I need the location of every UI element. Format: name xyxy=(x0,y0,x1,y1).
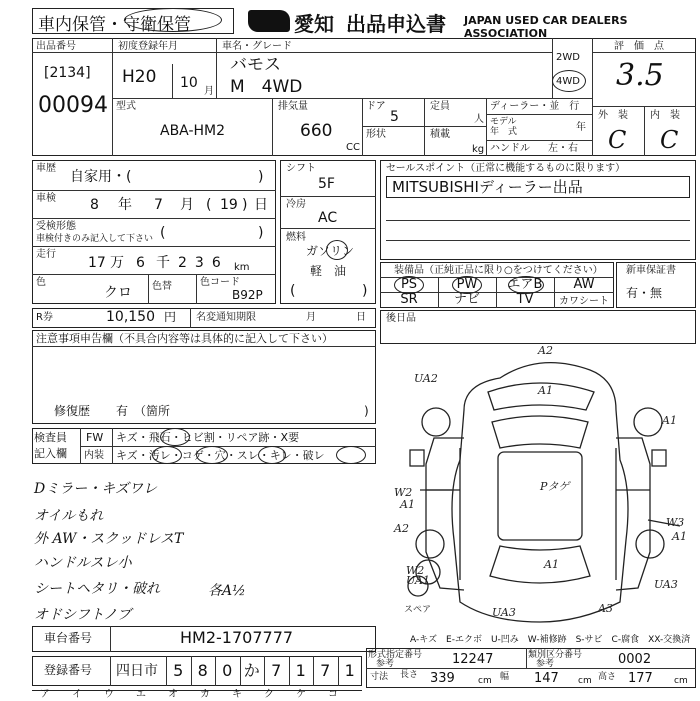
divider xyxy=(424,98,425,156)
dealer-year-unit: 年 xyxy=(576,122,586,133)
hand-note-5: シートヘタリ・破れ xyxy=(34,581,160,597)
airbag-circle xyxy=(508,276,544,294)
interior-score: C xyxy=(660,126,679,154)
receive-label: 受検形態 xyxy=(36,221,76,232)
selected-oval xyxy=(124,8,222,32)
ac-label: 冷房 xyxy=(286,199,306,210)
interior-inspect-label: 内装 xyxy=(84,450,104,461)
storage-label: 車内保管・守衛保管 xyxy=(38,15,191,35)
inspection-month-unit: 月 xyxy=(180,197,194,213)
receive-note: 車検付きのみ記入して下さい xyxy=(36,234,154,244)
history-close: ) xyxy=(258,169,264,185)
divider xyxy=(80,446,376,447)
doors-value: 5 xyxy=(390,109,399,125)
bottom-char: ア xyxy=(40,689,50,700)
dealer-year: 年 式 xyxy=(490,127,518,137)
divider xyxy=(112,52,552,53)
plate-digit: 5 xyxy=(173,661,184,680)
diagram-mark-ua1: UA1 xyxy=(406,574,430,587)
class-value: 0002 xyxy=(618,652,652,667)
grade-label: 評 価 点 xyxy=(614,41,664,52)
dealer-line1: ディーラー・並 行 xyxy=(490,101,580,112)
inspector-label1: 検査員 xyxy=(34,431,67,444)
fuel-label: 燃料 xyxy=(286,232,306,243)
divider xyxy=(362,98,363,156)
chassis-value: HM2-1707777 xyxy=(180,628,294,647)
exterior-score: C xyxy=(608,126,627,154)
size-label: 寸法 xyxy=(370,672,389,682)
diagram-mark-a2-left: A2 xyxy=(394,522,409,535)
diagram-mark-a1-left: A1 xyxy=(400,498,415,511)
divider xyxy=(32,246,276,247)
logo-text: 愛知 xyxy=(294,12,334,36)
hand-note-4: ハンドルスレ小 xyxy=(34,555,132,571)
name-change-label: 名変通知期限 xyxy=(196,312,256,323)
model-value: ABA-HM2 xyxy=(160,123,226,139)
hand-note-2: オイルもれ xyxy=(34,508,104,524)
divider xyxy=(386,220,690,221)
plate-digit: か xyxy=(243,661,260,680)
inspection-day-close: ) xyxy=(242,197,248,213)
hand-note-3: 外 AW・スクッドレスT xyxy=(34,531,184,547)
divider xyxy=(486,98,487,156)
mileage-man-unit: 万 xyxy=(110,255,124,271)
fuel-diesel: 軽 油 xyxy=(310,264,347,278)
diagram-mark-ua3-right: UA3 xyxy=(654,578,678,591)
fw-items: キズ・飛石・ヒビ割・リペア跡・X要 xyxy=(116,431,300,444)
inspection-year-unit: 年 xyxy=(118,197,132,213)
bottom-char: カ xyxy=(200,689,210,700)
name-change-month: 月 xyxy=(306,312,316,323)
plate-digit: 1 xyxy=(295,661,306,680)
first-reg-month: 10 xyxy=(180,75,198,91)
equipment-sr: SR xyxy=(400,292,418,307)
fuel-circle xyxy=(326,240,348,260)
capacity-label: 定員 xyxy=(430,101,450,112)
fuel-gasoline: ガソリン xyxy=(306,244,355,258)
equipment-aw: AW xyxy=(573,277,595,292)
bottom-char: イ xyxy=(72,689,82,700)
color-change-label: 色替 xyxy=(152,281,172,292)
diagram-mark-w3: W3 xyxy=(666,516,685,529)
mileage-rest: 236 xyxy=(178,255,229,271)
repair-label: 修復歴 xyxy=(54,404,91,418)
grade-score: 3.5 xyxy=(616,58,664,93)
first-reg-unit: 月 xyxy=(204,86,214,97)
first-reg-era: H20 xyxy=(122,67,157,87)
divider xyxy=(172,64,173,98)
bottom-char: ケ xyxy=(296,689,306,700)
diagram-mark-a1-br: A1 xyxy=(672,530,687,543)
mileage-sen: 6 xyxy=(136,255,145,271)
diagram-mark-ua3-bottom: UA3 xyxy=(492,606,516,619)
bottom-char: コ xyxy=(328,689,338,700)
length-value: 339 xyxy=(430,671,455,686)
ps-circle xyxy=(394,276,424,294)
repair-close: ) xyxy=(364,404,369,418)
divider xyxy=(32,218,276,219)
divider xyxy=(289,656,290,686)
divider xyxy=(386,240,690,241)
width-unit: cm xyxy=(578,676,592,686)
divider xyxy=(110,656,111,686)
recycle-label: R券 xyxy=(36,312,53,323)
divider xyxy=(362,126,486,127)
association-logo xyxy=(248,10,290,32)
inspection-label: 車検 xyxy=(36,193,56,204)
lot-sub: [2134] xyxy=(44,65,91,81)
designation-ref: 参考 xyxy=(376,659,395,669)
color-label: 色 xyxy=(36,277,46,288)
fuel-open: ( xyxy=(290,283,296,299)
plate-label: 登録番号 xyxy=(44,663,93,677)
bottom-char: オ xyxy=(168,689,178,700)
designation-label: 形式指定番号 xyxy=(368,650,423,660)
capacity-unit: 人 xyxy=(474,114,484,125)
divider xyxy=(191,656,192,686)
mileage-unit: km xyxy=(234,262,250,273)
name-change-day: 日 xyxy=(356,312,366,323)
inspection-day: 19 xyxy=(220,197,238,213)
pw-circle xyxy=(452,276,482,294)
equipment-ps: PS xyxy=(400,277,418,292)
diagram-spare-label: スペア xyxy=(404,605,432,615)
divider xyxy=(313,656,314,686)
class-label: 類別区分番号 xyxy=(528,650,583,660)
bottom-char: キ xyxy=(232,689,242,700)
warranty-label: 新車保証書 xyxy=(626,265,676,276)
diagram-mark-a1-rear: A1 xyxy=(544,558,559,571)
plate-digit: 1 xyxy=(344,661,355,680)
burn-circle xyxy=(196,446,228,464)
inspection-month: 7 xyxy=(154,197,163,213)
later-section xyxy=(380,310,696,344)
equipment-pw: PW xyxy=(456,277,478,292)
damage-legend: A-キズ E-エクボ U-凹み W-補修跡 S-サビ C-腐食 XX-交換済 xyxy=(410,635,691,645)
divider xyxy=(280,196,376,197)
notes-label: 注意事項申告欄（不具合内容等は具体的に記入して下さい） xyxy=(36,332,333,345)
sales-point-section xyxy=(380,160,696,260)
mileage-man: 17 xyxy=(88,255,106,271)
designation-value: 12247 xyxy=(452,652,494,667)
dealer-model: モデル xyxy=(490,117,517,127)
divider xyxy=(526,648,527,668)
divider xyxy=(190,308,191,328)
mileage-label: 走行 xyxy=(36,249,56,260)
car-name: バモス xyxy=(230,55,281,75)
divider xyxy=(148,274,149,304)
divider xyxy=(486,140,592,141)
hand-note-extra: 各A½ xyxy=(208,583,246,599)
divider xyxy=(272,98,273,156)
dealer-side: 左・右 xyxy=(548,143,578,154)
ac-value: AC xyxy=(318,210,338,226)
length-unit: cm xyxy=(478,676,492,686)
car-grade: M 4WD xyxy=(230,77,303,97)
equipment-label: 装備品（正純正品に限り○をつけてください） xyxy=(394,265,603,276)
interior-items: キズ・汚レ・コゲ・穴・スレ・キレ・破レ xyxy=(116,449,325,462)
sales-point-label: セールスポイント（正常に機能するものに限ります） xyxy=(386,163,626,174)
interior-label: 内 装 xyxy=(650,110,680,121)
divider xyxy=(644,106,645,156)
bottom-char: エ xyxy=(136,689,146,700)
plate-digit: 7 xyxy=(320,661,331,680)
divider xyxy=(280,228,376,229)
divider xyxy=(264,656,265,686)
equipment-tv: TV xyxy=(516,292,534,307)
wear-circle xyxy=(258,446,286,464)
diagram-center-label: Pタゲ xyxy=(540,480,570,493)
shift-label: シフト xyxy=(286,163,316,174)
recycle-value: 10,150 xyxy=(106,309,155,325)
warranty-value: 有・無 xyxy=(626,286,663,300)
repair-value: 有 （箇所 xyxy=(116,404,171,418)
plate-digit: 8 xyxy=(197,661,208,680)
divider xyxy=(592,38,593,156)
lot-number: 00094 xyxy=(38,93,108,118)
fuel-close: ) xyxy=(362,283,368,299)
chassis-label: 車台番号 xyxy=(44,631,93,645)
divider xyxy=(216,38,217,98)
drive-circle xyxy=(552,70,586,92)
divider xyxy=(112,98,592,99)
mileage-sen-unit: 千 xyxy=(156,255,170,271)
dirt-circle xyxy=(152,446,182,464)
divider xyxy=(112,38,113,156)
fw-label: FW xyxy=(86,431,104,444)
dealer-handle: ハンドル xyxy=(490,143,530,154)
class-ref: 参考 xyxy=(536,659,555,669)
drive-2wd: 2WD xyxy=(556,52,580,63)
load-unit: kg xyxy=(472,144,485,155)
model-label: 型式 xyxy=(116,101,136,112)
divider xyxy=(32,52,112,53)
divider xyxy=(32,274,276,275)
diagram-mark-ua2: UA2 xyxy=(414,372,438,385)
divider xyxy=(196,274,197,304)
displacement-unit: CC xyxy=(346,142,360,153)
plate-digit: 0 xyxy=(222,661,233,680)
divider xyxy=(552,38,553,98)
length-label: 長さ xyxy=(400,670,419,680)
divider xyxy=(338,656,339,686)
sales-point-value: MITSUBISHIディーラー出品 xyxy=(392,178,583,196)
diagram-mark-w2-left: W2 xyxy=(394,486,413,499)
inspector-label2: 記入欄 xyxy=(34,447,67,460)
color-code: B92P xyxy=(232,288,263,302)
car-diagram xyxy=(380,340,696,630)
width-label: 幅 xyxy=(500,672,510,682)
divider xyxy=(366,668,696,669)
diagram-mark-a3: A3 xyxy=(598,602,613,615)
height-value: 177 xyxy=(628,671,653,686)
history-value: 自家用・( xyxy=(70,169,132,185)
equipment-leather: カワシート xyxy=(559,296,609,307)
divider xyxy=(32,346,376,347)
exterior-label: 外 装 xyxy=(598,110,628,121)
divider xyxy=(592,52,696,53)
bottom-char: ウ xyxy=(104,689,114,700)
doors-label: ドア xyxy=(366,101,386,112)
bottom-char: ク xyxy=(264,689,274,700)
divider xyxy=(32,190,276,191)
divider xyxy=(215,656,216,686)
hand-note-1: Dミラー・キズワレ xyxy=(34,481,157,497)
plate-city: 四日市 xyxy=(116,663,158,679)
inspection-year: 8 xyxy=(90,197,99,213)
car-name-label: 車名・グレード xyxy=(222,41,292,52)
displacement-value: 660 xyxy=(300,121,333,141)
inspection-day-open: ( xyxy=(206,197,212,213)
receive-close: ) xyxy=(258,225,264,241)
recycle-unit: 円 xyxy=(164,310,177,324)
displacement-label: 排気量 xyxy=(278,101,308,112)
receive-open: ( xyxy=(160,225,166,241)
later-label: 後日品 xyxy=(386,313,416,324)
chip-circle xyxy=(160,428,190,446)
divider xyxy=(486,114,592,115)
association-name: JAPAN USED CAR DEALERS ASSOCIATION xyxy=(464,14,628,40)
equipment-airbag: エアB xyxy=(507,277,543,292)
diagram-mark-a2-top: A2 xyxy=(538,344,553,357)
divider xyxy=(240,656,241,686)
color-code-label: 色コード xyxy=(200,277,240,288)
load-label: 積載 xyxy=(430,129,450,140)
diagram-mark-a1-right: A1 xyxy=(662,414,677,427)
divider xyxy=(110,626,111,652)
tear-circle xyxy=(336,446,366,464)
hand-note-6: オドシフトノブ xyxy=(34,607,132,623)
plate-digit: 7 xyxy=(271,661,282,680)
shift-value: 5F xyxy=(318,176,335,192)
lot-label: 出品番号 xyxy=(36,41,76,52)
color-value: クロ xyxy=(104,285,132,301)
first-reg-label: 初度登録年月 xyxy=(118,41,178,52)
form-title: 出品申込書 xyxy=(346,12,446,36)
history-label: 車歴 xyxy=(36,163,56,174)
top-section xyxy=(32,38,696,156)
diagram-mark-a1-top: A1 xyxy=(538,384,553,397)
height-label: 高さ xyxy=(598,672,617,682)
drive-4wd: 4WD xyxy=(556,76,580,87)
height-unit: cm xyxy=(674,676,688,686)
equipment-navi: ナビ xyxy=(453,292,480,307)
diagram-mark-w2-bl: W2 xyxy=(406,564,425,577)
inspection-day-unit: 日 xyxy=(254,197,268,213)
shape-label: 形状 xyxy=(366,129,386,140)
width-value: 147 xyxy=(534,671,559,686)
